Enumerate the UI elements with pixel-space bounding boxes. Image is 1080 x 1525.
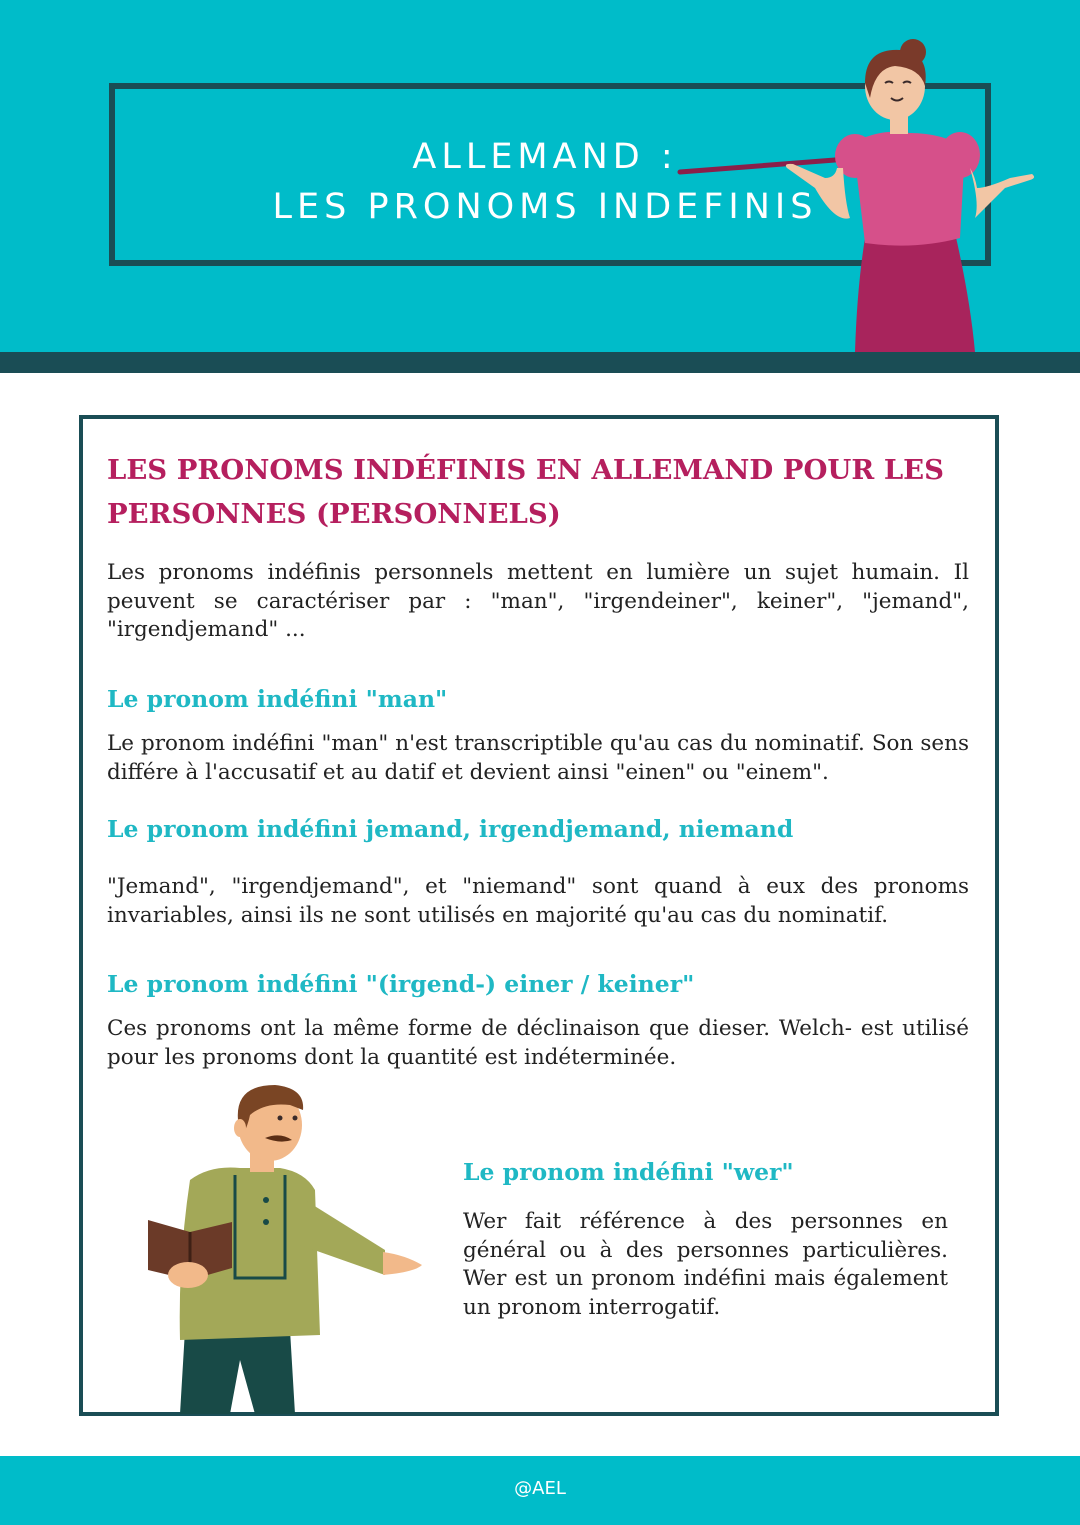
title-line-2: LES PRONOMS INDEFINIS — [272, 187, 818, 227]
right-arm — [970, 168, 1034, 218]
right-sleeve — [940, 132, 980, 178]
section-text-jemand: "Jemand", "irgendjemand", et "niemand" sont quand à eux des pronoms invariables, ainsi ils ne sont utilisés en majorité qu'au cas du nominatif. — [107, 874, 969, 928]
intro-paragraph: Les pronoms indéfinis personnels mettent en lumière un sujet humain. Il peuvent se caractériser par : "man", "irgendeiner", keiner", "jemand", "irgendjemand" ... — [107, 560, 969, 642]
pointer-stick — [680, 160, 835, 172]
section-text-man: Le pronom indéfini "man" n'est transcriptible qu'au cas du nominatif. Son sens différe à l'accusatif et au datif et devient ainsi "einen" ou "einem". — [107, 731, 969, 785]
pointing-hand — [383, 1252, 422, 1275]
main-heading — [107, 448, 967, 536]
main-heading-line-2: PERSONNES (PERSONNELS) — [107, 498, 561, 530]
section-title-einer: Le pronom indéfini "(irgend-) einer / keiner" — [107, 970, 695, 998]
footer-credit: @AEL — [514, 1478, 566, 1499]
title-line-1: ALLEMAND : — [412, 137, 678, 177]
pants — [180, 1330, 295, 1414]
section-title-wer: Le pronom indéfini "wer" — [463, 1158, 794, 1186]
skirt — [855, 233, 975, 352]
section-text-wer: Wer fait référence à des personnes en général ou à des personnes particulières. Wer est un pronom indéfini mais également un pronom interrogatif. — [463, 1209, 948, 1320]
teacher-woman-icon — [675, 38, 1045, 352]
teacher-man-icon — [140, 1080, 430, 1414]
header-divider-band — [0, 352, 1080, 373]
left-arm — [786, 164, 850, 219]
main-heading-line-1: LES PRONOMS INDÉFINIS EN ALLEMAND POUR LES — [107, 454, 944, 486]
hair-bun — [900, 39, 926, 65]
section-text-einer: Ces pronoms ont la même forme de déclinaison que dieser. Welch- est utilisé pour les pronoms dont la quantité est indéterminée. — [107, 1016, 969, 1070]
section-title-man: Le pronom indéfini "man" — [107, 685, 448, 713]
section-title-jemand: Le pronom indéfini jemand, irgendjemand, niemand — [107, 815, 794, 843]
